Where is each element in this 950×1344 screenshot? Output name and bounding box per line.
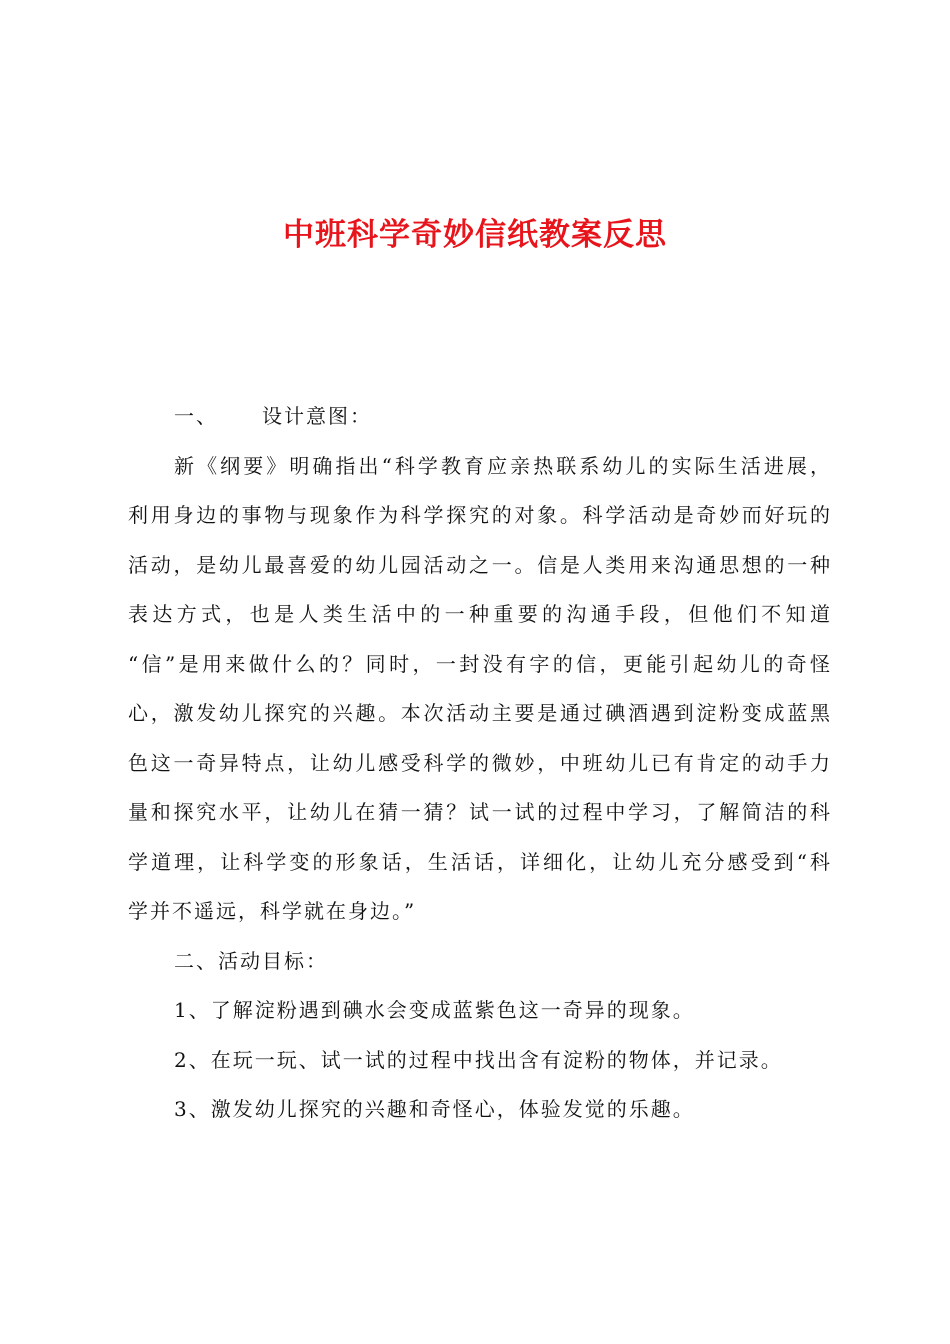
design-intent-paragraph — [128, 442, 830, 937]
section-heading-activity-goals: 二、活动目标： — [174, 948, 328, 973]
section-heading-text: 设计意图： — [262, 404, 372, 428]
paragraph-line: 活动，是幼儿最喜爱的幼儿园活动之一。信是人类用来沟通思想的一种 — [128, 552, 830, 577]
goal-item: 2、在玩一玩、试一试的过程中找出含有淀粉的物体，并记录。 — [174, 1047, 783, 1072]
paragraph-line: 学并不遥远，科学就在身边。” — [128, 899, 417, 923]
paragraph-line: 新《纲要》明确指出“科学教育应亲热联系幼儿的实际生活进展， — [174, 453, 830, 478]
goals-list — [128, 986, 830, 1135]
goal-item: 3、激发幼儿探究的兴趣和奇怪心，体验发觉的乐趣。 — [174, 1097, 695, 1121]
goal-item: 1、了解淀粉遇到碘水会变成蓝紫色这一奇异的现象。 — [174, 998, 695, 1022]
section-heading-design-intent — [128, 392, 830, 442]
section-number: 一、 — [174, 404, 218, 428]
paragraph-line: 心，激发幼儿探究的兴趣。本次活动主要是通过碘酒遇到淀粉变成蓝黑 — [128, 701, 830, 725]
paragraph-line: “信”是用来做什么的？同时，一封没有字的信，更能引起幼儿的奇怪 — [128, 651, 830, 676]
document-body — [128, 392, 830, 1135]
paragraph-line: 学道理，让科学变的形象话，生活话，详细化，让幼儿充分感受到“科 — [128, 849, 830, 874]
paragraph-line: 表达方式，也是人类生活中的一种重要的沟通手段，但他们不知道 — [128, 602, 830, 626]
paragraph-line: 色这一奇异特点，让幼儿感受科学的微妙，中班幼儿已有肯定的动手力 — [128, 750, 830, 775]
document-title: 中班科学奇妙信纸教案反思 — [283, 217, 667, 253]
paragraph-line: 量和探究水平，让幼儿在猜一猜？试一试的过程中学习，了解简洁的科 — [128, 800, 830, 824]
paragraph-line: 利用身边的事物与现象作为科学探究的对象。科学活动是奇妙而好玩的 — [128, 503, 830, 527]
